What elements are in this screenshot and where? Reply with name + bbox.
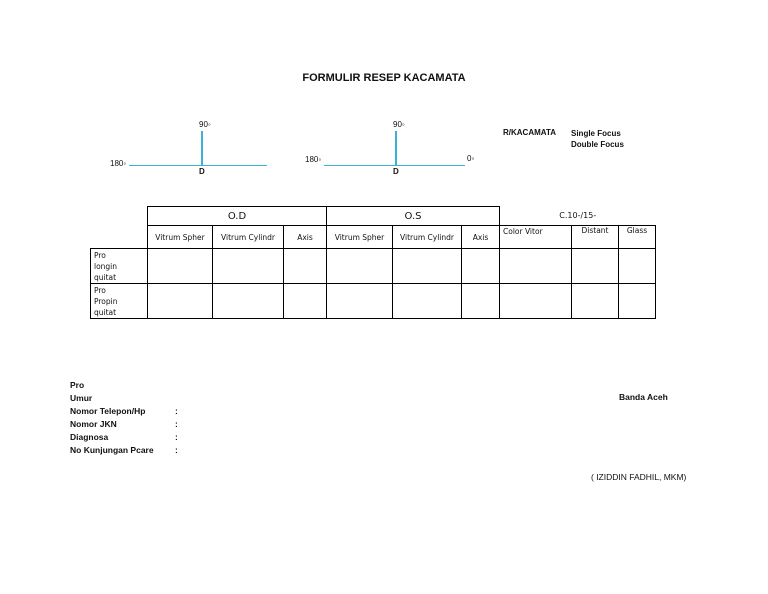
- deg-0-label: 0◦: [467, 154, 475, 163]
- cell-color-vitor[interactable]: [500, 284, 572, 319]
- deg-180-label: 180◦: [305, 155, 322, 164]
- patient-field-pcare: No Kunjungan Pcare :: [70, 445, 178, 455]
- header-color-vitor: Color Vitor: [500, 226, 572, 249]
- patient-info: [70, 379, 178, 457]
- signature-name: ( IZIDDIN FADHIL, MKM): [591, 472, 687, 482]
- header-axis-os: Axis: [462, 226, 500, 249]
- deg-90-label: 90◦: [393, 120, 405, 129]
- d-label: D: [393, 167, 399, 176]
- lens-option-single: Single Focus: [571, 129, 621, 138]
- cell-od-axis[interactable]: [284, 284, 327, 319]
- cell-od-spher[interactable]: [148, 284, 213, 319]
- page-title: FORMULIR RESEP KACAMATA: [302, 72, 466, 84]
- header-distant: Distant: [572, 226, 619, 249]
- cell-color-vitor[interactable]: [500, 249, 572, 284]
- row-label-prolonginquitat: Pro longin quitat: [91, 249, 148, 284]
- vertical-axis-line: [395, 131, 397, 165]
- deg-180-label: 180◦: [110, 159, 127, 168]
- header-glass: Glass: [619, 226, 656, 249]
- os-group-header: O.S: [327, 207, 500, 226]
- c10-label: C.10-/15-: [559, 211, 597, 221]
- d-label: D: [199, 167, 205, 176]
- header-axis-od: Axis: [284, 226, 327, 249]
- horizontal-axis-line: [324, 165, 465, 166]
- patient-field-diagnosa: Diagnosa :: [70, 432, 178, 442]
- cell-glass[interactable]: [619, 284, 656, 319]
- cell-glass[interactable]: [619, 249, 656, 284]
- lens-option-double: Double Focus: [571, 140, 624, 149]
- cell-od-spher[interactable]: [148, 249, 213, 284]
- patient-field-phone: Nomor Telepon/Hp :: [70, 406, 178, 416]
- cell-os-spher[interactable]: [327, 284, 393, 319]
- header-vitrum-cylindr-os: Vitrum Cylindr: [393, 226, 462, 249]
- cell-os-spher[interactable]: [327, 249, 393, 284]
- header-vitrum-spher-od: Vitrum Spher: [148, 226, 213, 249]
- patient-field-jkn: Nomor JKN :: [70, 419, 178, 429]
- deg-90-label: 90◦: [199, 120, 211, 129]
- cell-os-axis[interactable]: [462, 249, 500, 284]
- table-row: [91, 249, 656, 284]
- prescription-table: [90, 206, 656, 319]
- cell-os-axis[interactable]: [462, 284, 500, 319]
- cell-os-cylindr[interactable]: [393, 249, 462, 284]
- cell-distant[interactable]: [572, 284, 619, 319]
- cell-od-axis[interactable]: [284, 249, 327, 284]
- cell-distant[interactable]: [572, 249, 619, 284]
- row-label-propropinquitat: Pro Propin quitat: [91, 284, 148, 319]
- patient-field-umur: Umur: [70, 393, 93, 403]
- horizontal-axis-line: [129, 165, 267, 166]
- patient-field-pro: Pro: [70, 380, 85, 390]
- cell-os-cylindr[interactable]: [393, 284, 462, 319]
- vertical-axis-line: [201, 131, 203, 165]
- lens-type-options: [571, 128, 624, 150]
- cell-od-cylindr[interactable]: [213, 249, 284, 284]
- rx-kacamata-label: R/KACAMATA: [503, 128, 557, 137]
- table-row: [91, 284, 656, 319]
- od-group-header: O.D: [148, 207, 327, 226]
- cell-od-cylindr[interactable]: [213, 284, 284, 319]
- header-vitrum-cylindr-od: Vitrum Cylindr: [213, 226, 284, 249]
- place-label: Banda Aceh: [619, 392, 668, 402]
- header-vitrum-spher-os: Vitrum Spher: [327, 226, 393, 249]
